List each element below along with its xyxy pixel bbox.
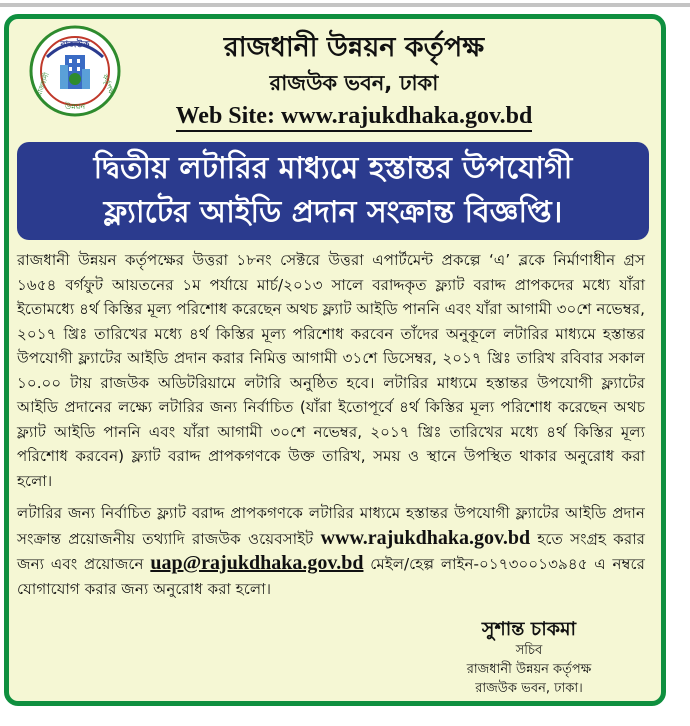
paragraph-2-text-c: মেইল/হেল্প লাইন-০১৭৩০০১৩৯৪৫ এ নম্বরে যোগাযোগ করার জন্য অনুরোধ করা হলো। [17,555,646,598]
notice-frame [4,14,666,706]
seal-right-text: কর্তৃপক্ষ [100,73,116,96]
website-label: Web Site: [176,103,275,132]
website-inline-link[interactable]: www.rajukdhaka.gov.bd [320,526,531,549]
seal-top-text: রাজউক [60,40,90,50]
seal-bottom-text: উন্নয়ন [64,102,86,111]
website-line [139,101,569,131]
signatory-org: রাজধানী উন্নয়ন কর্তৃপক্ষ [466,662,592,677]
signatory-name: সুশান্ত চাকমা [481,618,577,640]
notice-title-banner [17,142,649,240]
cropped-top-text [0,0,690,12]
seal-left-text: রাজধানী [35,71,52,98]
paragraph-2 [17,501,645,601]
paragraph-2-text-a: লটারির জন্য নির্বাচিত ফ্ল্যাট বরাদ্দ প্রাপকগণকে লটারির মাধ্যমে হস্তান্তর উপযোগী ফ্ল্যাটের আইডি প্রদান সংক্রান্ত প্রয়োজনীয় তথ্যাদি রাজউক ওয়েবসাইট [17,504,645,548]
cropped-text-fragment [0,0,690,12]
notice-title-line1: দ্বিতীয় লটারির মাধ্যমে হস্তান্তর উপযোগী [93,151,573,186]
rajuk-seal-icon [29,25,121,117]
website-link[interactable]: www.rajukdhaka.gov.bd [281,103,532,132]
building-name: রাজউক ভবন, ঢাকা [269,71,439,95]
rajuk-logo [29,25,121,117]
email-link[interactable]: uap@rajukdhaka.gov.bd [150,552,364,574]
paragraph-2-text-b: হতে সংগ্রহ করার জন্য এবং প্রয়োজনে [17,529,645,573]
notice-title-line2: ফ্ল্যাটের আইডি প্রদান সংক্রান্ত বিজ্ঞপ্তি। [103,195,563,230]
signature-block [409,617,649,698]
notice-body [17,248,645,609]
org-name: রাজধানী উন্নয়ন কর্তৃপক্ষ [223,32,485,63]
signatory-designation: সচিব [515,643,543,658]
paragraph-1: রাজধানী উন্নয়ন কর্তৃপক্ষের উত্তরা ১৮নং সেক্টরে উত্তরা এপার্টমেন্ট প্রকল্পে ‘এ’ ব্লকে নির্মাণাধীন গ্রস ১৬৫৪ বর্গফুট আয়তনের ১ম পর্যায়ে মার্চ/২০১৩ সালে বরাদ্দকৃত ফ্ল্যাট বরাদ্দ প্রাপকদের মধ্যে যাঁরা ইতোমধ্যে ৪র্থ কিস্তির মূল্য পরিশোধ করেছেন অথচ ফ্ল্যাট আইডি পাননি এবং যাঁরা আগামী ৩০শে নভেম্বর, ২০১৭ খ্রিঃ তারিখের মধ্যে ৪র্থ কিস্তির মূল্য পরিশোধ করবেন তাঁদের অনুকূলে লটারির মাধ্যমে হস্তান্তর উপযোগী ফ্ল্যাটের আইডি প্রদান করার নিমিত্ত আগামী ৩১শে ডিসেম্বর, ২০১৭ খ্রিঃ তারিখ রবিবার সকাল ১০.০০ টায় রাজউক অডিটরিয়ামে লটারি অনুষ্ঠিত হবে। লটারির মাধ্যমে হস্তান্তর উপযোগী ফ্ল্যাটের আইডি প্রদানের লক্ষ্যে লটারির জন্য নির্বাচিত (যাঁরা ইতোপূর্বে ৪র্থ কিস্তির মূল্য পরিশোধ করেছেন অথচ ফ্ল্যাট আইডি পাননি এবং যাঁরা আগামী ৩০শে নভেম্বর, ২০১৭ খ্রিঃ তারিখের মধ্যে ৪র্থ কিস্তির মূল্য পরিশোধ করবেন) ফ্ল্যাট বরাদ্দ প্রাপকগণকে উক্ত তারিখ, সময় ও স্থানে উপস্থিত থাকার অনুরোধ করা হলো। [17,251,645,490]
signatory-address: রাজউক ভবন, ঢাকা। [475,681,583,696]
